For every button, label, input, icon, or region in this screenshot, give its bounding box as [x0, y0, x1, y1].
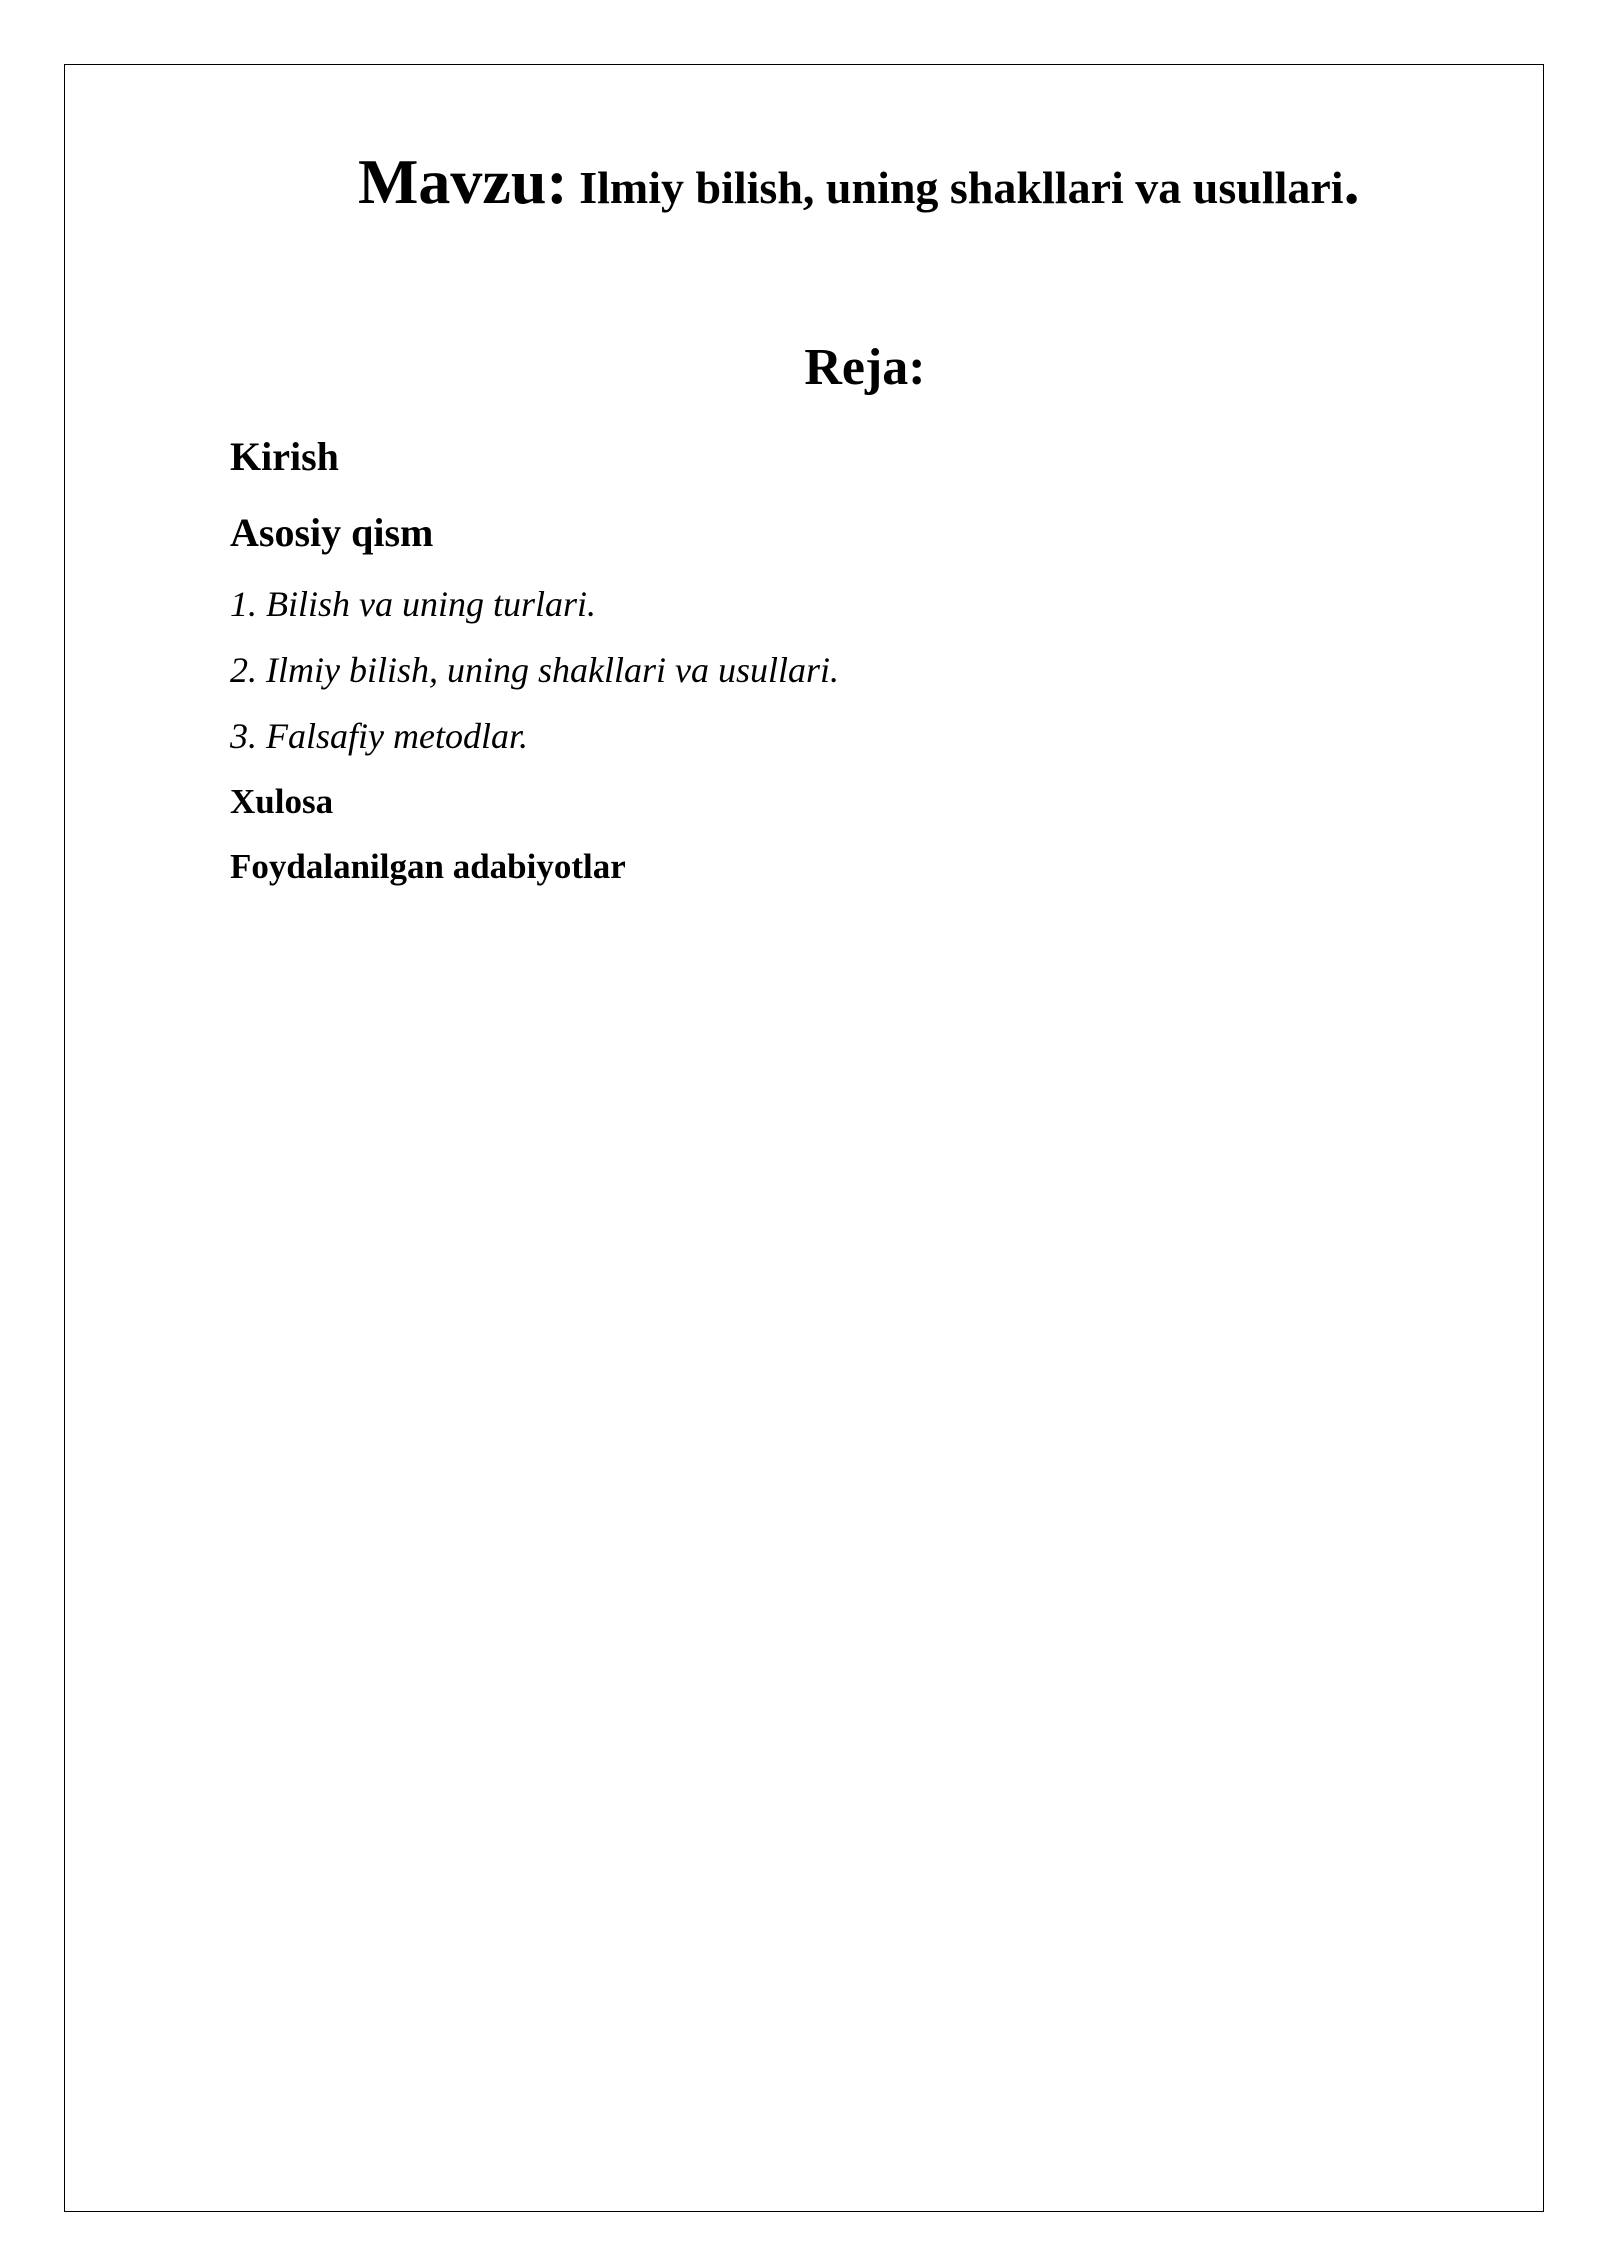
document-title: [358, 146, 1360, 217]
title-period: .: [1343, 146, 1360, 217]
title-prefix: Mavzu:: [358, 146, 568, 217]
plan-heading: Reja:: [804, 339, 926, 396]
plan-item-subsection-2: 2. Ilmiy bilish, uning shakllari va usullari.: [230, 650, 839, 690]
plan-item-subsection-1: 1. Bilish va uning turlari.: [230, 584, 597, 624]
plan-item-main-part: Asosiy qism: [230, 510, 434, 555]
plan-item-references: Foydalanilgan adabiyotlar: [230, 847, 626, 886]
plan-item-conclusion: Xulosa: [230, 782, 334, 821]
plan-item-introduction: Kirish: [230, 434, 339, 479]
plan-item-subsection-3: 3. Falsafiy metodlar.: [230, 716, 528, 756]
title-topic: Ilmiy bilish, uning shakllari va usullari: [567, 162, 1344, 213]
